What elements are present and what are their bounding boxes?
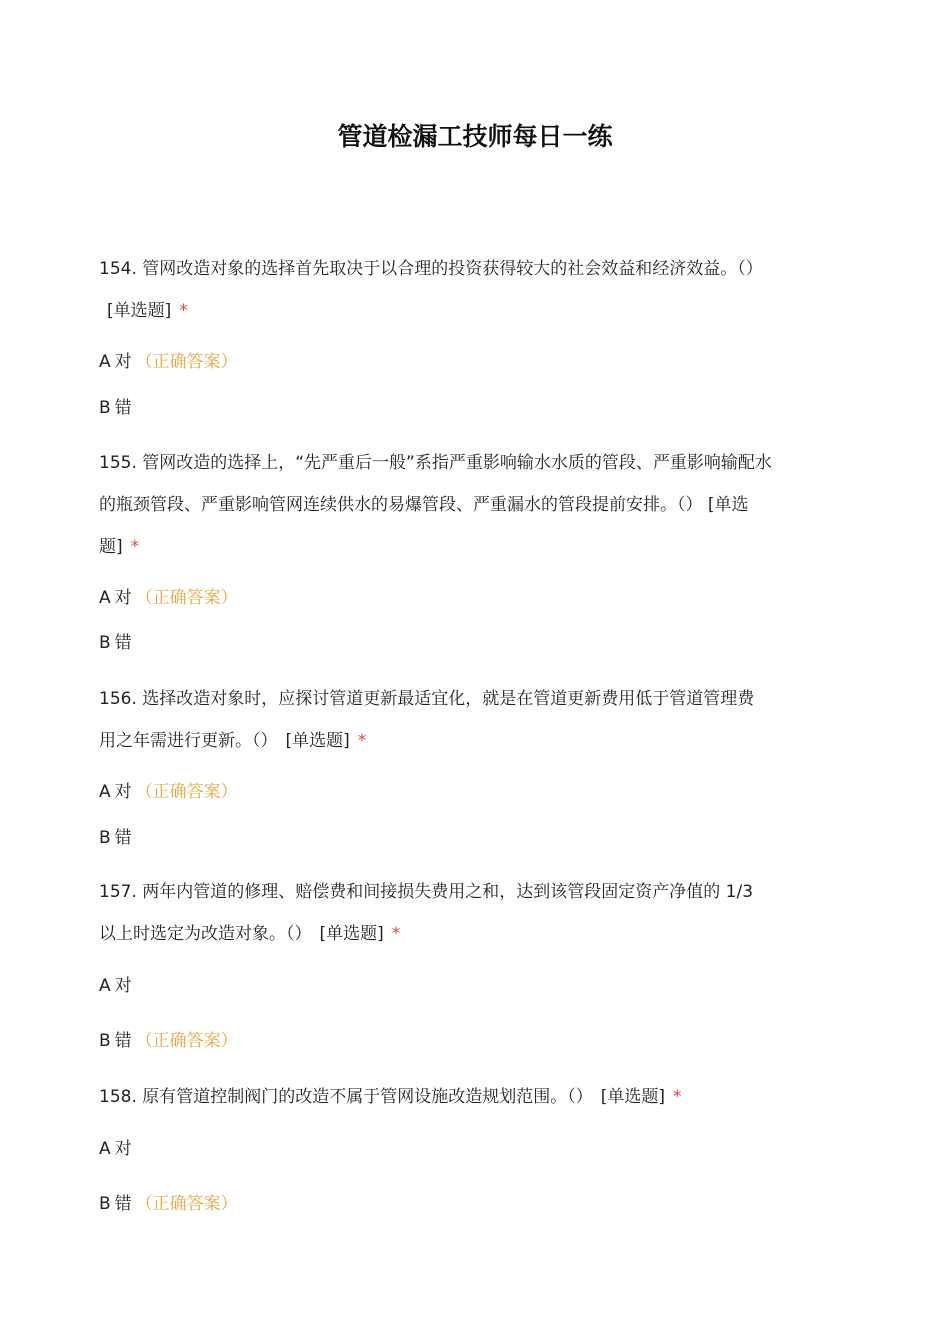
question-156-text-line-2 [99,728,366,754]
question-type-tag: [单选题] [600,1087,666,1107]
option-letter: B [99,1031,111,1051]
question-155-meta [99,534,139,560]
question-text-tail: 以上时选定为改造对象。（） [99,924,312,944]
option-text: 错 [114,633,132,653]
question-155-text-line-1: 155. 管网改造的选择上，“先严重后一般”系指严重影响输水水质的管段、严重影响输配水 [99,453,772,473]
question-type-tag: [单选题] [107,301,172,321]
required-star: * [179,301,188,321]
option-letter: B [99,828,111,848]
option-text: 对 [114,976,132,996]
option-letter: A [99,782,111,802]
question-157-text-line-1: 157. 两年内管道的修理、赔偿费和间接损失费用之和，达到该管段固定资产净值的 1/3 [99,882,754,902]
option-text: 对 [114,1139,132,1159]
option-a[interactable] [99,779,238,805]
option-letter: B [99,398,111,418]
option-text: 对 [114,352,132,372]
correct-answer-label: （正确答案） [135,588,238,608]
option-letter: A [99,588,111,608]
question-type-tag: [单选题] [285,731,350,751]
option-letter: B [99,633,111,653]
option-text: 错 [114,828,132,848]
option-letter: A [99,976,111,996]
question-154-text: 154. 管网改造对象的选择首先取决于以合理的投资获得较大的社会效益和经济效益。（） [99,259,763,279]
correct-answer-label: （正确答案） [135,1194,238,1214]
question-158-text [99,1084,682,1110]
correct-answer-label: （正确答案） [135,352,238,372]
question-154-meta [99,298,188,324]
required-star: * [391,924,401,944]
option-b[interactable] [99,630,132,656]
option-letter: A [99,352,111,372]
required-star: * [130,537,140,557]
option-letter: B [99,1194,111,1214]
question-text: 158. 原有管道控制阀门的改造不属于管网设施改造规划范围。（） [99,1087,593,1107]
question-156-text-line-1: 156. 选择改造对象时，应探讨管道更新最适宜化，就是在管道更新费用低于管道管理费 [99,689,755,709]
correct-answer-label: （正确答案） [135,782,238,802]
option-a[interactable] [99,973,132,999]
option-a[interactable] [99,349,238,375]
option-b[interactable] [99,395,132,421]
option-b[interactable] [99,1191,238,1217]
option-text: 错 [114,1031,132,1051]
option-text: 错 [114,398,132,418]
option-a[interactable] [99,585,238,611]
option-letter: A [99,1139,111,1159]
option-text: 对 [114,782,132,802]
option-a[interactable] [99,1136,132,1162]
question-text-tail: 用之年需进行更新。（） [99,731,278,751]
option-b[interactable] [99,825,132,851]
question-type-tag: [单选题] [319,924,384,944]
question-type-tag: 题] [99,537,123,557]
required-star: * [673,1087,682,1107]
required-star: * [357,731,367,751]
option-b[interactable] [99,1028,238,1054]
option-text: 错 [114,1194,132,1214]
correct-answer-label: （正确答案） [135,1031,238,1051]
question-157-text-line-2 [99,921,400,947]
page-title: 管道检漏工技师每日一练 [337,122,613,151]
option-text: 对 [114,588,132,608]
question-155-text-line-2: 的瓶颈管段、严重影响管网连续供水的易爆管段、严重漏水的管段提前安排。（） [单选 [99,495,749,515]
